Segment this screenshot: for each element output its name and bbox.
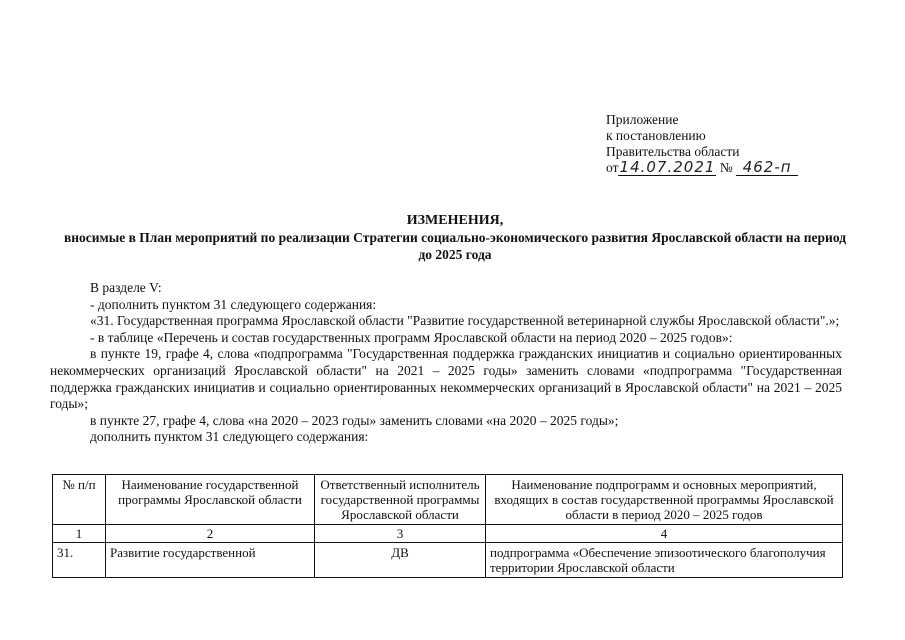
document-body <box>50 280 842 446</box>
appendix-date-line <box>606 160 866 176</box>
appendix-line-1: Приложение <box>606 112 679 127</box>
paragraph: «31. Государственная программа Ярославской области "Развитие государственной ветеринарной службы Ярославской области".»; <box>90 313 840 329</box>
programs-table <box>52 474 843 578</box>
title-main: ИЗМЕНЕНИЯ, <box>406 213 504 228</box>
header-cell-subprograms: Наименование подпрограмм и основных мероприятий, входящих в состав государственной программы Ярославской области в период 2020 – 2025 годов <box>486 475 843 525</box>
header-cell-executor: Ответственный исполнитель государственной программы Ярославской области <box>315 475 486 525</box>
paragraph: в пункте 27, графе 4, слова «на 2020 – 2023 годы» заменить словами «на 2020 – 2025 годы»; <box>90 412 619 428</box>
paragraph: В разделе V: <box>90 280 162 295</box>
cell-number: 31. <box>53 543 106 578</box>
table-header-row <box>53 475 843 525</box>
column-number: 1 <box>53 525 106 543</box>
column-number: 3 <box>315 525 486 543</box>
cell-subprogram: подпрограмма «Обеспечение эпизоотического благополучия территории Ярославской области <box>486 543 843 578</box>
handwritten-date: 14.07.2021 <box>619 158 716 176</box>
appendix-line-3: Правительства области <box>606 144 740 159</box>
document-title <box>60 212 850 263</box>
cell-program-name: Развитие государственной <box>106 543 315 578</box>
number-prefix: № <box>719 160 733 175</box>
cell-executor: ДВ <box>315 543 486 578</box>
header-cell-number: № п/п <box>53 475 106 525</box>
title-subtitle: вносимые в План мероприятий по реализации Стратегии социально-экономического развития Ярославской области на период до 2025 года <box>63 230 847 262</box>
column-number: 4 <box>486 525 843 543</box>
table-row <box>53 543 843 578</box>
date-prefix: от <box>606 160 619 175</box>
paragraph: - дополнить пунктом 31 следующего содержания: <box>90 296 377 312</box>
appendix-header <box>606 112 866 176</box>
paragraph: дополнить пунктом 31 следующего содержания: <box>90 429 369 445</box>
paragraph: в пункте 19, графе 4, слова «подпрограмма "Государственная поддержка гражданских инициатив и социально ориентированных некоммерческих организаций Ярославской области" на 2021 – 2025 годы» заменить словами «подпрограмма "Государственная поддержка гражданских инициатив и социально ориентированных некоммерческих организаций в Ярославской области" на 2021 – 2025 годы»; <box>50 346 842 412</box>
appendix-line-2: к постановлению <box>606 128 706 143</box>
handwritten-number: 462-п <box>736 160 798 176</box>
column-number: 2 <box>106 525 315 543</box>
header-cell-program-name: Наименование государственной программы Ярославской области <box>106 475 315 525</box>
column-number-row <box>53 525 843 543</box>
paragraph: - в таблице «Перечень и состав государственных программ Ярославской области на период 2020 – 2025 годов»: <box>90 329 733 345</box>
